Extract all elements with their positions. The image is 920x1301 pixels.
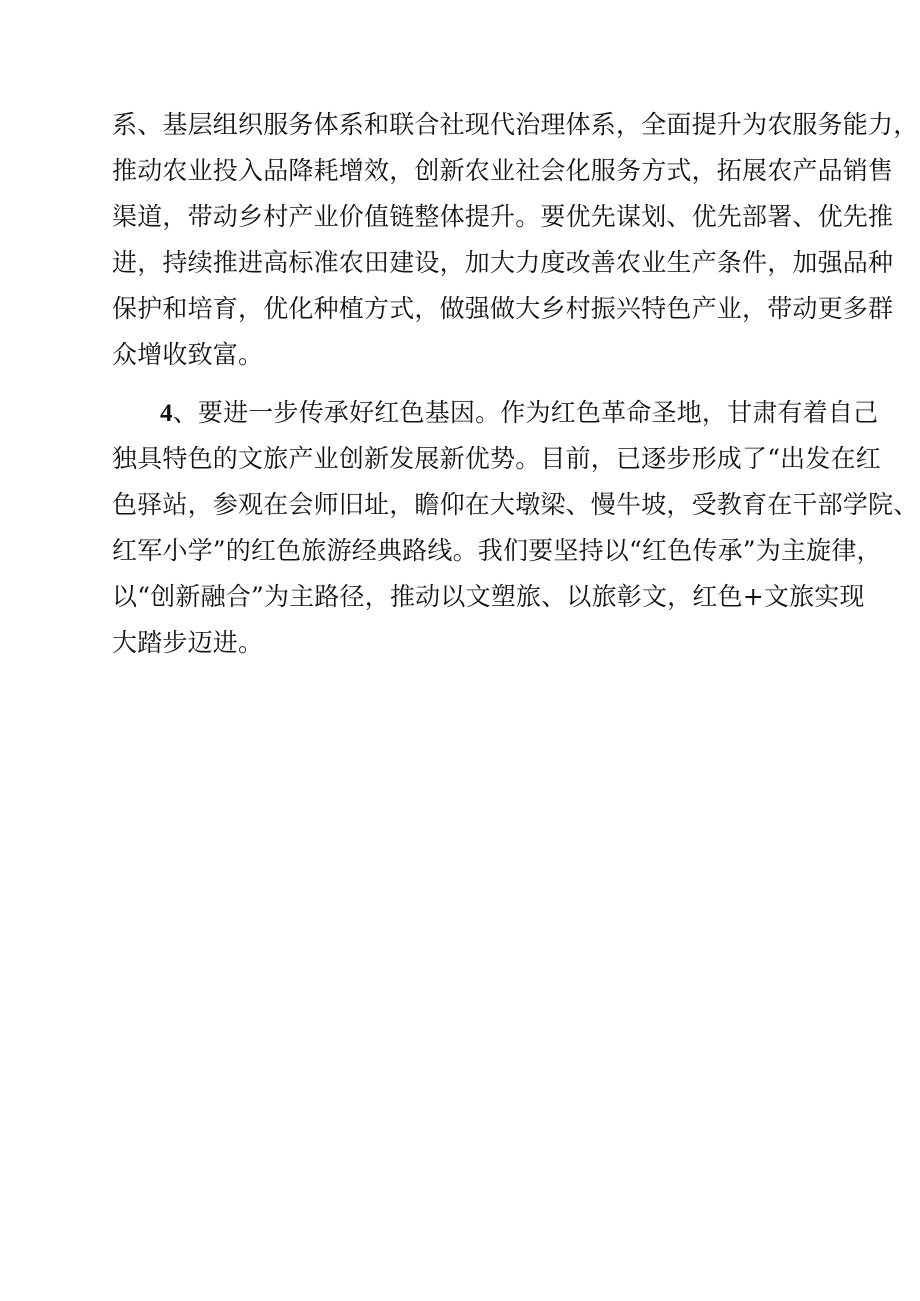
paragraph-1-line-5: 保护和培育，优化种植方式，做强做大乡村振兴特色产业，带动更多群 — [112, 294, 894, 323]
paragraph-gap — [112, 378, 832, 390]
paragraph-2-line-3: 色驿站，参观在会师旧址，瞻仰在大墩梁、慢牛坡，受教育在干部学院、 — [112, 490, 919, 519]
paragraph-2-line-2: 独具特色的文旅产业创新发展新优势。目前，已逐步形成了“出发在红 — [112, 444, 881, 473]
paragraph-1 — [112, 102, 919, 378]
paragraph-2-number: 4 — [160, 400, 173, 427]
paragraph-1-line-3: 渠道，带动乡村产业价值链整体提升。要优先谋划、优先部署、优先推 — [112, 202, 894, 231]
paragraph-2 — [112, 390, 919, 666]
document-body — [112, 102, 919, 666]
paragraph-2-line-1 — [112, 390, 879, 436]
paragraph-1-line-4: 进，持续推进高标准农田建设，加大力度改善农业生产条件，加强品种 — [112, 248, 894, 277]
paragraph-1-line-1: 系、基层组织服务体系和联合社现代治理体系，全面提升为农服务能力， — [112, 110, 919, 139]
paragraph-2-line-6: 大踏步迈进。 — [112, 628, 264, 657]
paragraph-2-line-5: 以“创新融合”为主路径，推动以文塑旅、以旅彰文，红色+文旅实现 — [112, 582, 865, 611]
paragraph-2-line-1-text: 、要进一步传承好红色基因。作为红色革命圣地，甘肃有着自己 — [172, 398, 879, 427]
paragraph-1-line-2: 推动农业投入品降耗增效，创新农业社会化服务方式，拓展农产品销售 — [112, 156, 894, 185]
paragraph-2-line-4: 红军小学”的红色旅游经典路线。我们要坚持以“红色传承”为主旋律， — [112, 536, 882, 565]
paragraph-1-line-6: 众增收致富。 — [112, 340, 264, 369]
